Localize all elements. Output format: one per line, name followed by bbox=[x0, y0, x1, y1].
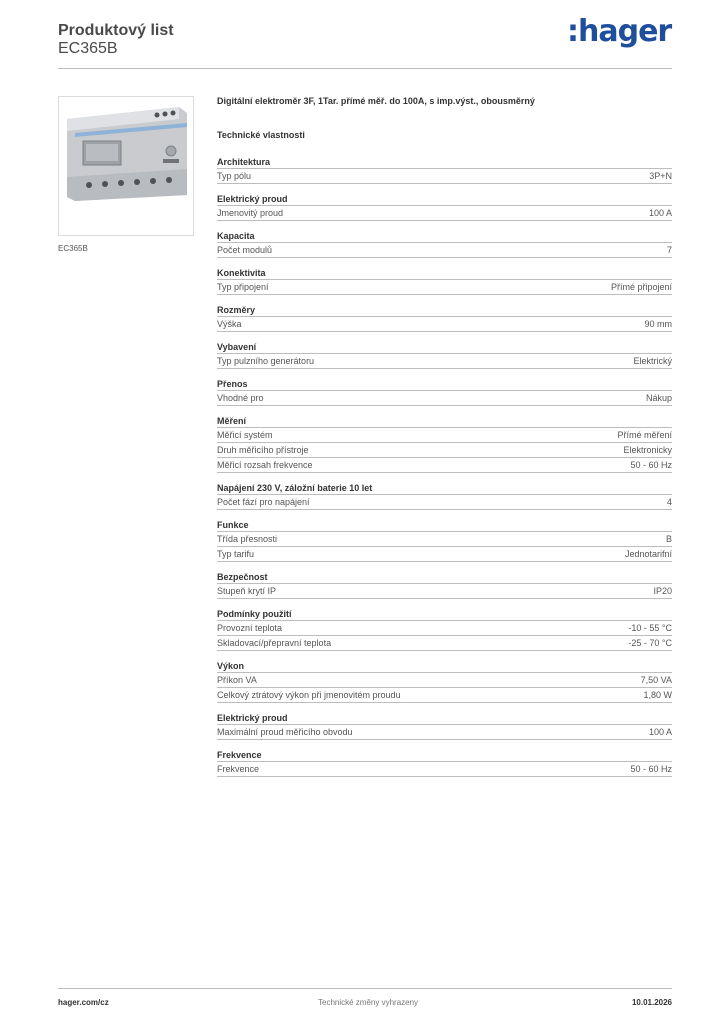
spec-label: Skladovací/přepravní teplota bbox=[217, 638, 332, 648]
spec-group-title: Rozměry bbox=[217, 305, 672, 317]
spec-group-title: Přenos bbox=[217, 379, 672, 391]
footer-website[interactable]: hager.com/cz bbox=[58, 998, 109, 1007]
spec-label: Typ pólu bbox=[217, 171, 252, 181]
spec-group bbox=[217, 483, 672, 510]
spec-value: -25 - 70 °C bbox=[628, 638, 672, 648]
spec-group-title: Frekvence bbox=[217, 750, 672, 762]
spec-label: Typ tarifu bbox=[217, 549, 255, 559]
spec-label: Příkon VA bbox=[217, 675, 257, 685]
spec-group bbox=[217, 609, 672, 651]
spec-row bbox=[217, 688, 672, 703]
spec-row bbox=[217, 443, 672, 458]
spec-row bbox=[217, 584, 672, 599]
spec-group bbox=[217, 416, 672, 473]
spec-value: 7 bbox=[666, 245, 672, 255]
spec-row bbox=[217, 458, 672, 473]
spec-row bbox=[217, 317, 672, 332]
spec-label: Maximální proud měřicího obvodu bbox=[217, 727, 353, 737]
spec-row bbox=[217, 673, 672, 688]
spec-group-title: Elektrický proud bbox=[217, 713, 672, 725]
spec-group-title: Konektivita bbox=[217, 268, 672, 280]
spec-group bbox=[217, 661, 672, 703]
spec-groups bbox=[217, 157, 672, 777]
spec-value: 90 mm bbox=[644, 319, 672, 329]
spec-group-title: Výkon bbox=[217, 661, 672, 673]
spec-label: Typ pulzního generátoru bbox=[217, 356, 315, 366]
spec-group bbox=[217, 231, 672, 258]
spec-value: Přímé připojení bbox=[610, 282, 672, 292]
spec-label: Typ připojení bbox=[217, 282, 269, 292]
spec-row bbox=[217, 495, 672, 510]
spec-group bbox=[217, 750, 672, 777]
spec-value: Jednotarifní bbox=[624, 549, 672, 559]
spec-label: Počet fází pro napájení bbox=[217, 497, 310, 507]
spec-row bbox=[217, 206, 672, 221]
spec-group bbox=[217, 379, 672, 406]
spec-value: B bbox=[665, 534, 672, 544]
spec-value: 4 bbox=[666, 497, 672, 507]
spec-value: 3P+N bbox=[649, 171, 672, 181]
spec-label: Frekvence bbox=[217, 764, 260, 774]
spec-group-title: Elektrický proud bbox=[217, 194, 672, 206]
spec-group bbox=[217, 194, 672, 221]
footer-divider bbox=[58, 988, 672, 989]
spec-label: Vhodné pro bbox=[217, 393, 264, 403]
spec-row bbox=[217, 169, 672, 184]
spec-group bbox=[217, 268, 672, 295]
spec-value: 100 A bbox=[648, 727, 672, 737]
spec-group bbox=[217, 157, 672, 184]
spec-group bbox=[217, 713, 672, 740]
spec-group bbox=[217, 305, 672, 332]
spec-row bbox=[217, 243, 672, 258]
spec-row bbox=[217, 725, 672, 740]
spec-group bbox=[217, 342, 672, 369]
spec-row bbox=[217, 621, 672, 636]
spec-row bbox=[217, 428, 672, 443]
product-description: Digitální elektroměr 3F, 1Tar. přímé měř. do 100A, s imp.výst., obousměrný bbox=[217, 96, 535, 106]
spec-row bbox=[217, 391, 672, 406]
spec-value: Nákup bbox=[645, 393, 672, 403]
spec-label: Měřicí systém bbox=[217, 430, 273, 440]
spec-row bbox=[217, 280, 672, 295]
spec-label: Provozní teplota bbox=[217, 623, 283, 633]
spec-group-title: Podmínky použití bbox=[217, 609, 672, 621]
spec-value: 1,80 W bbox=[643, 690, 672, 700]
product-details bbox=[217, 96, 672, 777]
spec-group bbox=[217, 520, 672, 562]
section-heading: Technické vlastnosti bbox=[217, 130, 305, 140]
spec-label: Výška bbox=[217, 319, 242, 329]
spec-value: IP20 bbox=[653, 586, 672, 596]
spec-label: Stupeň krytí IP bbox=[217, 586, 277, 596]
spec-row bbox=[217, 354, 672, 369]
spec-row bbox=[217, 636, 672, 651]
spec-group-title: Napájení 230 V, záložní baterie 10 let bbox=[217, 483, 672, 495]
spec-value: Elektronicky bbox=[623, 445, 672, 455]
spec-group-title: Bezpečnost bbox=[217, 572, 672, 584]
hager-logo: :hager bbox=[567, 14, 672, 49]
spec-label: Jmenovitý proud bbox=[217, 208, 284, 218]
spec-value: 50 - 60 Hz bbox=[630, 764, 672, 774]
spec-group-title: Kapacita bbox=[217, 231, 672, 243]
spec-group-title: Architektura bbox=[217, 157, 672, 169]
footer-note: Technické změny vyhrazeny bbox=[318, 998, 419, 1007]
spec-group-title: Vybavení bbox=[217, 342, 672, 354]
page-title: Produktový list bbox=[58, 22, 174, 39]
header-divider bbox=[58, 68, 672, 69]
spec-label: Celkový ztrátový výkon při jmenovitém proudu bbox=[217, 690, 401, 700]
footer-date: 10.01.2026 bbox=[631, 998, 672, 1007]
spec-value: Elektrický bbox=[633, 356, 672, 366]
spec-row bbox=[217, 547, 672, 562]
spec-group-title: Funkce bbox=[217, 520, 672, 532]
product-code: EC365B bbox=[58, 40, 118, 57]
spec-value: Přímé měření bbox=[617, 430, 672, 440]
energy-meter-illustration bbox=[59, 97, 193, 235]
product-image-caption: EC365B bbox=[58, 244, 88, 253]
spec-label: Třída přesnosti bbox=[217, 534, 278, 544]
spec-group-title: Měření bbox=[217, 416, 672, 428]
spec-value: 100 A bbox=[648, 208, 672, 218]
spec-value: 50 - 60 Hz bbox=[630, 460, 672, 470]
spec-label: Měřicí rozsah frekvence bbox=[217, 460, 313, 470]
spec-value: -10 - 55 °C bbox=[628, 623, 672, 633]
spec-value: 7,50 VA bbox=[640, 675, 672, 685]
product-image bbox=[58, 96, 194, 236]
spec-group bbox=[217, 572, 672, 599]
spec-row bbox=[217, 532, 672, 547]
spec-label: Počet modulů bbox=[217, 245, 273, 255]
spec-row bbox=[217, 762, 672, 777]
spec-label: Druh měřicího přístroje bbox=[217, 445, 309, 455]
